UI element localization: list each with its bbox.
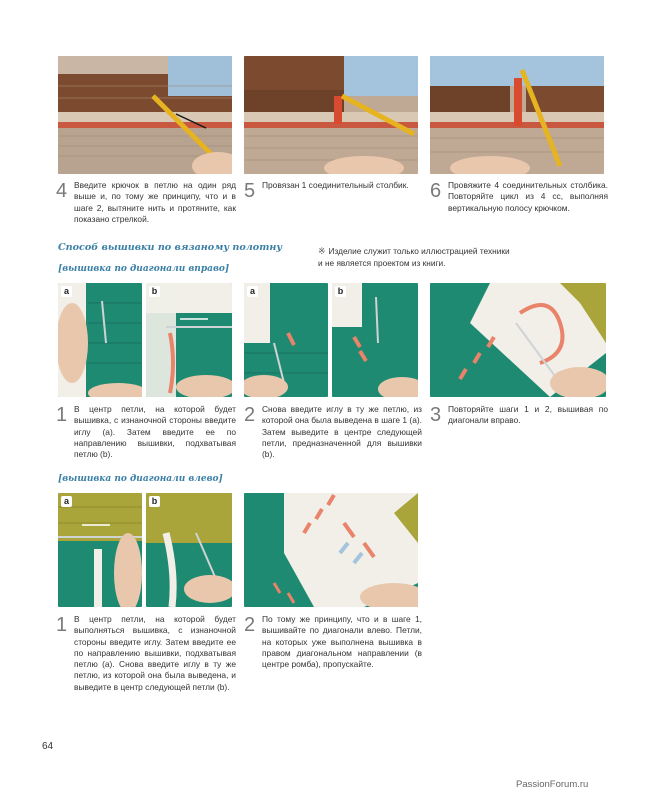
note-line-2: и не является проектом из книги. bbox=[318, 257, 446, 268]
left-step-2 bbox=[244, 614, 422, 670]
note-line-1: Изделие служит только иллюстрацией техники bbox=[328, 246, 510, 256]
photo-right-step-3 bbox=[430, 283, 606, 397]
photo-right-step-1b bbox=[146, 283, 232, 397]
step-6 bbox=[430, 180, 608, 214]
step-text: Снова введите иглу в ту же петлю, из которой она была выведена в шаге 1 (a). Затем выведите в центре следующей петли, предназначенной для вышивки (b). bbox=[262, 404, 422, 460]
photo-right-step-2a bbox=[244, 283, 328, 397]
step-text: В центр петли, на которой будет выполняться вышивка, с изнаночной стороны введите иглу. Затем введите ее по направлению вышивки, подхватывая петлю (a). Снова введите иглу в ту же петлю, из которой она была выведена, и выведите в центр следующей петли (b). bbox=[74, 614, 236, 692]
step-number: 1 bbox=[56, 614, 68, 636]
photo-label-a: a bbox=[61, 286, 72, 297]
step-number: 2 bbox=[244, 404, 256, 426]
photo-label-a: a bbox=[61, 496, 72, 507]
photo-step-6 bbox=[430, 56, 604, 174]
disclaimer-note bbox=[318, 246, 510, 269]
section-title: Способ вышивки по вязаному полотну bbox=[58, 242, 283, 253]
photo-label-b: b bbox=[149, 496, 160, 507]
page-number: 64 bbox=[42, 741, 54, 752]
photo-left-step-1a bbox=[58, 493, 142, 607]
right-diagonal-title: [вышивка по диагонали вправо] bbox=[58, 264, 230, 274]
step-text: Провязан 1 соединительный столбик. bbox=[262, 180, 409, 190]
step-number: 2 bbox=[244, 614, 256, 636]
photo-label-b: b bbox=[335, 286, 346, 297]
step-number: 4 bbox=[56, 180, 68, 202]
left-diagonal-title: [вышивка по диагонали влево] bbox=[58, 474, 223, 484]
photo-label-a: a bbox=[247, 286, 258, 297]
step-text: В центр петли, на которой будет вышивка, с изнаночной стороны введите иглу (a). Затем введите ее по направлению вышивки, подхватывая петлю (b). bbox=[74, 404, 236, 460]
photo-left-step-1b bbox=[146, 493, 232, 607]
right-step-2 bbox=[244, 404, 422, 460]
step-text: По тому же принципу, что и в шаге 1, вышивайте по диагонали влево. Петли, на которых уже выполнена вышивка в правом диагональном направлении (в центре ромба), пропускайте. bbox=[262, 614, 422, 670]
step-number: 3 bbox=[430, 404, 442, 426]
step-number: 5 bbox=[244, 180, 256, 202]
watermark: PassionForum.ru bbox=[516, 779, 589, 790]
photo-left-step-2 bbox=[244, 493, 418, 607]
photo-label-b: b bbox=[149, 286, 160, 297]
photo-right-step-1a bbox=[58, 283, 142, 397]
step-text: Повторяйте шаги 1 и 2, вышивая по диагонали вправо. bbox=[448, 404, 608, 426]
step-number: 6 bbox=[430, 180, 442, 202]
right-step-1 bbox=[56, 404, 236, 460]
photo-step-4 bbox=[58, 56, 232, 174]
step-text: Введите крючок в петлю на один ряд выше и, по тому же принципу, что и в шаге 2, вытяните нить и протяните, как показано стрелкой. bbox=[74, 180, 236, 224]
step-5 bbox=[244, 180, 422, 201]
step-4 bbox=[56, 180, 236, 225]
note-mark: ※ bbox=[318, 246, 326, 256]
left-step-1 bbox=[56, 614, 236, 693]
step-text: Провяжите 4 соединительных столбика. Повторяйте цикл из 4 сс, выполняя вертикальную полосу крючком. bbox=[448, 180, 608, 213]
photo-right-step-2b bbox=[332, 283, 418, 397]
step-number: 1 bbox=[56, 404, 68, 426]
right-step-3 bbox=[430, 404, 608, 427]
photo-step-5 bbox=[244, 56, 418, 174]
